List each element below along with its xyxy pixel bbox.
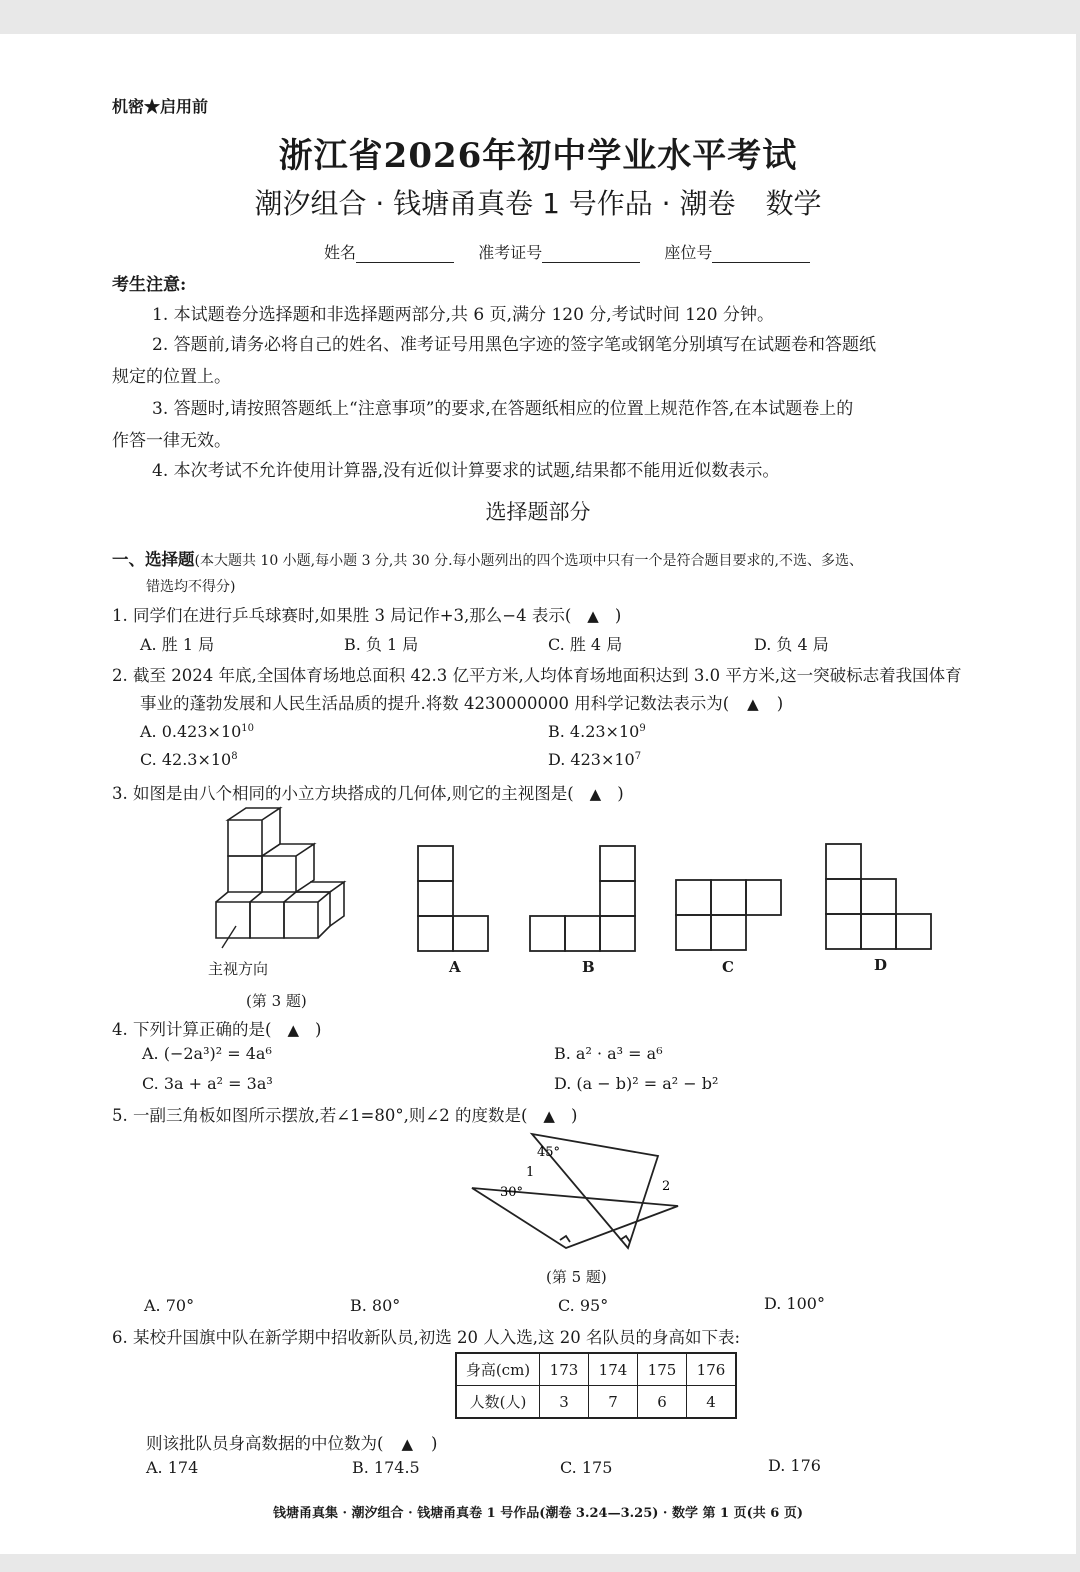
- view-direction-arrow: [222, 926, 236, 948]
- q3-close: ): [617, 784, 624, 803]
- name-label: 姓名: [324, 243, 357, 262]
- question-4: [112, 1016, 321, 1040]
- q3-view-a: [416, 844, 492, 954]
- q5-option-b: B. 80°: [350, 1296, 401, 1315]
- part1-heading: [112, 546, 863, 570]
- question-5: [112, 1102, 577, 1126]
- table-cell: 176: [687, 1353, 737, 1386]
- q3-stem: 3. 如图是由八个相同的小立方块搭成的几何体,则它的主视图是(: [112, 784, 574, 803]
- q3-cube-figure: [200, 804, 360, 954]
- q2-option-a: A. $0.423\times 10^{10}$: [140, 722, 255, 741]
- table-cell: 4: [687, 1386, 737, 1419]
- q2-stem-line1: 2. 截至 2024 年底,全国体育场地总面积 42.3 亿平方米,人均体育场地面积达到 3.0 平方米,这一突破标志着我国体育: [112, 666, 962, 685]
- part1-label: 一、选择题: [112, 550, 195, 569]
- q5-stem: 5. 一副三角板如图所示摆放,若∠1=80°,则∠2 的度数是(: [112, 1106, 528, 1125]
- q4-close: ): [314, 1020, 322, 1039]
- q3-view-direction: 主视方向: [208, 960, 269, 978]
- page-footer: 钱塘甬真集 · 潮汐组合 · 钱塘甬真卷 1 号作品(潮卷 3.24—3.25) · 数学 第 1 页(共 6 页): [272, 1506, 803, 1521]
- q5-option-c: C. 95°: [558, 1296, 609, 1315]
- q4-option-c: C. 3a + a² = 3a³: [142, 1074, 273, 1093]
- table-cell: 175: [638, 1353, 687, 1386]
- q3-label-b: B: [582, 958, 595, 976]
- exam-title: 浙江省2026年初中学业水平考试: [278, 136, 798, 176]
- table-cell: 身高(cm): [456, 1353, 540, 1386]
- answer-mark: ▲: [287, 1021, 299, 1039]
- table-cell: 7: [589, 1386, 638, 1419]
- q5-triangle-figure: [466, 1128, 686, 1258]
- q2-option-c: C. $42.3\times 10^8$: [140, 750, 238, 769]
- table-cell: 173: [540, 1353, 589, 1386]
- q2-option-b: B. $4.23\times 10^9$: [548, 722, 646, 741]
- question-3: [112, 780, 624, 804]
- q3-caption: (第 3 题): [246, 992, 307, 1010]
- table-cell: 174: [589, 1353, 638, 1386]
- q4-option-a: A. (−2a³)² = 4a⁶: [142, 1044, 272, 1063]
- q3-view-c: [674, 878, 784, 954]
- exam-subtitle: [0, 182, 1076, 222]
- answer-mark: ▲: [587, 607, 599, 625]
- q5-angle-2: 2: [662, 1179, 671, 1194]
- q5-angle-30: 30°: [500, 1185, 524, 1200]
- notice-item: 作答一律无效。: [112, 431, 231, 451]
- subtitle-main: 潮汐组合 · 钱塘甬真卷 1 号作品 · 潮卷: [254, 187, 736, 220]
- q1-option-c: C. 胜 4 局: [548, 635, 623, 654]
- notice-item: 1. 本试题卷分选择题和非选择题两部分,共 6 页,满分 120 分,考试时间 120 分钟。: [152, 305, 774, 325]
- candidate-fields: [324, 240, 810, 263]
- q6-option-a: A. 174: [146, 1458, 199, 1477]
- q2-option-d: D. $423\times 10^7$: [548, 750, 642, 769]
- q5-angle-1: 1: [526, 1165, 535, 1180]
- answer-mark: ▲: [401, 1435, 413, 1453]
- table-cell: 人数(人): [456, 1386, 540, 1419]
- table-row: [456, 1386, 736, 1419]
- table-cell: 6: [638, 1386, 687, 1419]
- question-2: [140, 690, 783, 714]
- notice-item: 规定的位置上。: [112, 367, 231, 387]
- q4-stem: 4. 下列计算正确的是(: [112, 1020, 272, 1039]
- q6-option-c: C. 175: [560, 1458, 613, 1477]
- name-blank: [356, 246, 454, 263]
- part1-desc: (本大题共 10 小题,每小题 3 分,共 30 分.每小题列出的四个选项中只有一个是符合题目要求的,不选、多选、: [194, 553, 863, 569]
- q5-close: ): [570, 1106, 578, 1125]
- q3-label-d: D: [874, 956, 888, 974]
- confidential-mark: 机密★启用前: [112, 97, 209, 116]
- q5-option-a: A. 70°: [144, 1296, 195, 1315]
- section-title: 选择题部分: [485, 500, 591, 524]
- q4-option-d: D. (a − b)² = a² − b²: [554, 1074, 719, 1093]
- notice-item: 3. 答题时,请按照答题纸上“注意事项”的要求,在答题纸相应的位置上规范作答,在本试题卷上的: [152, 399, 854, 419]
- q6-stem: 6. 某校升国旗中队在新学期中招收新队员,初选 20 人入选,这 20 名队员的身高如下表:: [112, 1328, 741, 1347]
- q3-view-d: [824, 842, 936, 954]
- table-cell: 3: [540, 1386, 589, 1419]
- subtitle-subject: 数学: [765, 187, 822, 220]
- q6-option-b: B. 174.5: [352, 1458, 420, 1477]
- seat-blank: [712, 246, 810, 263]
- notice-item: 4. 本次考试不允许使用计算器,没有近似计算要求的试题,结果都不能用近似数表示。: [152, 461, 780, 481]
- seat-label: 座位号: [664, 243, 713, 262]
- id-label: 准考证号: [478, 243, 543, 262]
- id-blank: [542, 246, 640, 263]
- q3-label-a: A: [449, 958, 461, 976]
- q6-option-d: D. 176: [768, 1456, 821, 1475]
- table-row: [456, 1353, 736, 1386]
- q2-close: ): [776, 694, 784, 713]
- q5-angle-45: 45°: [537, 1145, 561, 1160]
- q4-option-b: B. a² · a³ = a⁶: [554, 1044, 663, 1063]
- q2-stem: 事业的蓬勃发展和人民生活品质的提升.将数 4230000000 用科学记数法表示为(: [140, 694, 730, 713]
- answer-mark: ▲: [543, 1107, 555, 1125]
- answer-mark: ▲: [747, 695, 759, 713]
- question-1: [112, 602, 621, 626]
- q1-close: ): [614, 606, 622, 625]
- q3-view-b: [528, 844, 638, 954]
- q5-option-d: D. 100°: [764, 1294, 825, 1313]
- answer-mark: ▲: [589, 785, 602, 803]
- q5-caption: (第 5 题): [546, 1268, 607, 1286]
- part1-desc-cont: 错选均不得分): [146, 579, 236, 595]
- q1-stem: 1. 同学们在进行乒乓球赛时,如果胜 3 局记作+3,那么−4 表示(: [112, 606, 572, 625]
- q3-label-c: C: [722, 958, 734, 976]
- exam-page: [0, 34, 1076, 1554]
- notice-item: 2. 答题前,请务必将自己的姓名、准考证号用黑色字迹的签字笔或钢笔分别填写在试题卷和答题纸: [152, 335, 877, 355]
- question-6-ask: [146, 1430, 437, 1454]
- notice-heading: 考生注意:: [112, 275, 187, 295]
- q1-option-a: A. 胜 1 局: [140, 635, 215, 654]
- q1-option-d: D. 负 4 局: [754, 635, 829, 654]
- q6-close: ): [430, 1434, 438, 1453]
- q1-option-b: B. 负 1 局: [344, 635, 419, 654]
- height-table: [455, 1352, 737, 1419]
- q6-ask: 则该批队员身高数据的中位数为(: [146, 1434, 384, 1453]
